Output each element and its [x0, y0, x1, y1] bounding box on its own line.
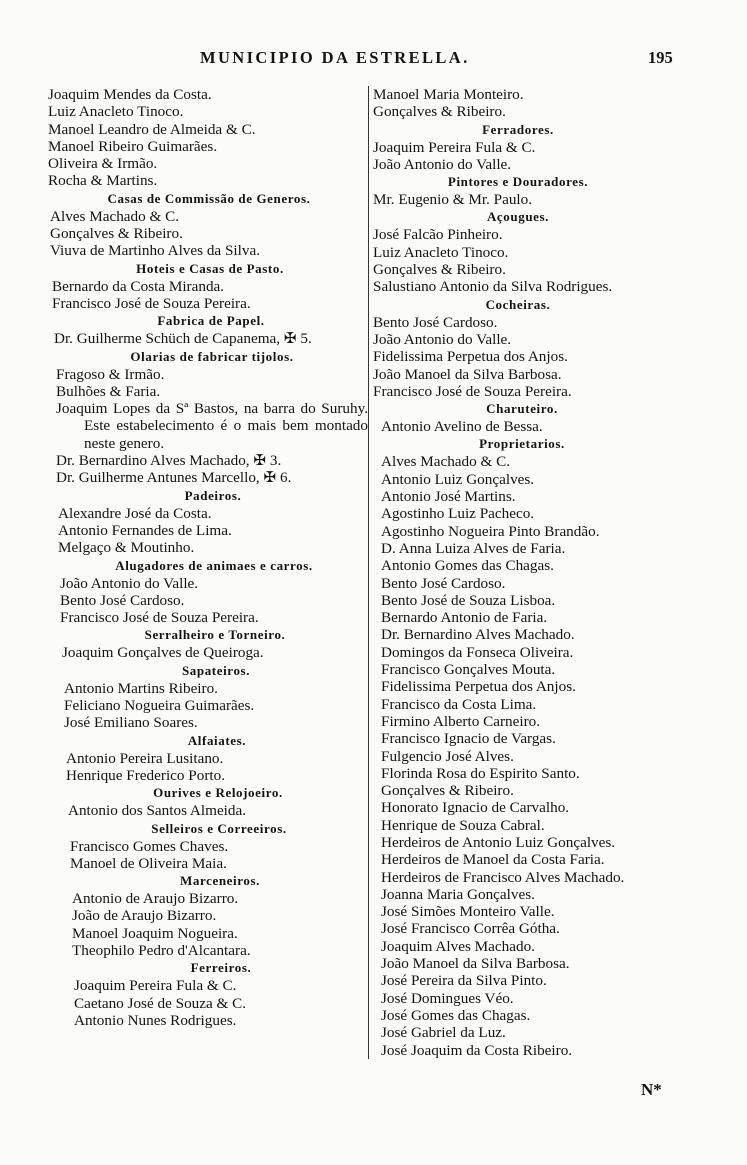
entry-line: Herdeiros de Antonio Luiz Gonçalves.	[381, 833, 616, 851]
section-heading: Padeiros.	[184, 487, 242, 503]
entry-line: Joaquim Pereira Fula & C.	[74, 977, 237, 995]
entry-line: Antonio Avelino de Bessa.	[381, 418, 543, 436]
entry-line: Antonio José Martins.	[381, 488, 516, 506]
entry-line: Joanna Maria Gonçalves.	[381, 885, 535, 903]
entry-line: Joaquim Lopes da Sª Bastos, na barra do Suruhy. Este estabelecimento é o mais bem montado neste genero.	[56, 400, 368, 452]
entry-line: Luiz Anacleto Tinoco.	[48, 103, 184, 121]
section-heading: Selleiros e Correeiros.	[151, 820, 287, 836]
section-heading: Cocheiras.	[485, 296, 551, 312]
entry-line: Fidelissima Perpetua dos Anjos.	[381, 678, 576, 696]
entry-line: Antonio Luiz Gonçalves.	[381, 470, 535, 488]
page-number: 195	[648, 48, 673, 67]
entry-line: Francisco Gomes Chaves.	[70, 837, 229, 855]
entry-line: Bernardo Antonio de Faria.	[381, 609, 548, 627]
entry-line: Bento José Cardoso.	[381, 574, 506, 592]
section-padeiros	[48, 487, 368, 557]
section-ferreiros	[48, 959, 368, 1029]
section-fabrica-de-papel	[48, 312, 368, 347]
entry-line: Firmino Alberto Carneiro.	[381, 712, 541, 730]
section-hoteis-e-casas-de-pasto	[48, 260, 368, 313]
running-title: MUNICIPIO DA ESTRELLA.	[200, 48, 470, 67]
entry-line: Bento José Cardoso.	[60, 591, 185, 609]
entry-line: Mr. Eugenio & Mr. Paulo.	[373, 191, 533, 209]
entry-line: Fidelissima Perpetua dos Anjos.	[373, 348, 568, 366]
entry-line: Manoel Joaquim Nogueira.	[72, 924, 238, 942]
entry-line: Francisco José de Souza Pereira.	[60, 609, 259, 627]
entry-line: Luiz Anacleto Tinoco.	[373, 243, 509, 261]
section-heading: Casas de Commissão de Generos.	[107, 190, 311, 206]
entry-line: Dr. Bernardino Alves Machado, ✠ 3.	[56, 452, 282, 470]
section-heading: Serralheiro e Torneiro.	[144, 627, 286, 643]
entry-line: João Antonio do Valle.	[373, 330, 512, 348]
entry-line: Francisco José de Souza Pereira.	[373, 382, 572, 400]
entry-line: Alexandre José da Costa.	[58, 504, 212, 522]
entry-line: Antonio Nunes Rodrigues.	[74, 1011, 237, 1029]
entry-line: José Gomes das Chagas.	[381, 1006, 531, 1024]
section-alfaiates	[48, 732, 368, 785]
section-heading: Charuteiro.	[486, 401, 558, 417]
entry-line: João Antonio do Valle.	[60, 574, 199, 592]
entry-line: Gonçalves & Ribeiro.	[373, 103, 506, 121]
entry-line: Antonio dos Santos Almeida.	[68, 802, 247, 820]
entry-line: Francisco Gonçalves Mouta.	[381, 661, 556, 679]
entry-line: Francisco da Costa Lima.	[381, 695, 537, 713]
entry-line: Francisco Ignacio de Vargas.	[381, 730, 556, 748]
entry-line: Dr. Guilherme Antunes Marcello, ✠ 6.	[56, 469, 292, 487]
entry-line: Bento José Cardoso.	[373, 313, 498, 331]
entry-line: Gonçalves & Ribeiro.	[381, 782, 514, 800]
entry-line: Agostinho Luiz Pacheco.	[381, 505, 535, 523]
section-marceneiros	[48, 872, 368, 959]
section-heading: Hoteis e Casas de Pasto.	[136, 260, 284, 276]
section-selleiros-e-correeiros	[48, 820, 368, 873]
section-heading: Ferradores.	[482, 121, 554, 137]
section-ferradores	[373, 121, 663, 174]
entry-line: José Domingues Véo.	[381, 989, 514, 1007]
entry-line: José Francisco Corrêa Gótha.	[381, 920, 560, 938]
entry-line: Manoel Maria Monteiro.	[373, 86, 524, 103]
entry-line: Bernardo da Costa Miranda.	[52, 277, 225, 295]
entry-line: Feliciano Nogueira Guimarães.	[64, 697, 255, 715]
entry-line: João Manoel da Silva Barbosa.	[381, 955, 570, 973]
entry-line: Domingos da Fonseca Oliveira.	[381, 643, 574, 661]
entry-line: Caetano José de Souza & C.	[74, 994, 247, 1012]
entry-line: Alves Machado & C.	[381, 453, 511, 471]
entry-line: Antonio Pereira Lusitano.	[66, 749, 224, 767]
running-header	[0, 48, 747, 70]
section-acougues	[373, 208, 663, 295]
entry-line: Viuva de Martinho Alves da Silva.	[50, 242, 260, 260]
entry-line: José Simões Monteiro Valle.	[381, 903, 555, 921]
entry-line: Agostinho Nogueira Pinto Brandão.	[381, 522, 600, 540]
section-heading: Marceneiros.	[179, 873, 260, 889]
entry-line: Francisco José de Souza Pereira.	[52, 294, 251, 312]
entry-line: João de Araujo Bizarro.	[72, 907, 217, 925]
section-alugadores-de-animaes-e-carros	[48, 557, 368, 627]
entry-line: Fragoso & Irmão.	[56, 365, 165, 383]
entry-line: Henrique Frederico Porto.	[66, 766, 226, 784]
entry-line: José Joaquim da Costa Ribeiro.	[381, 1041, 573, 1059]
right-column	[368, 86, 663, 1059]
section-heading: Sapateiros.	[181, 662, 251, 678]
section-charuteiro	[373, 400, 663, 435]
section-heading: Pintores e Douradores.	[447, 174, 589, 190]
entry-line: Herdeiros de Francisco Alves Machado.	[381, 868, 625, 886]
entry-line: João Manoel da Silva Barbosa.	[373, 365, 562, 383]
entry-line: Antonio Gomes das Chagas.	[381, 557, 554, 575]
section-ourives-e-relojoeiro	[48, 784, 368, 819]
section-proprietarios	[373, 435, 663, 1058]
entry-line: José Falcão Pinheiro.	[373, 226, 503, 244]
entry-line: Oliveira & Irmão.	[48, 155, 158, 173]
entry-line: Salustiano Antonio da Silva Rodrigues.	[373, 278, 613, 296]
left-column	[48, 86, 368, 1029]
entry-line: Dr. Guilherme Schüch de Capanema, ✠ 5.	[54, 330, 312, 348]
section-olarias-de-fabricar-tijolos	[48, 348, 368, 487]
entry-line: Gonçalves & Ribeiro.	[50, 225, 183, 243]
entry-line: Honorato Ignacio de Carvalho.	[381, 799, 570, 817]
signature-mark: N*	[641, 1080, 662, 1099]
entry-line: Theophilo Pedro d'Alcantara.	[72, 941, 251, 959]
entry-line: Alves Machado & C.	[50, 207, 180, 225]
entry-line: Rocha & Martins.	[48, 172, 158, 190]
entry-line: Joaquim Mendes da Costa.	[48, 86, 212, 103]
entry-line: D. Anna Luiza Alves de Faria.	[381, 539, 566, 557]
entry-line: Melgaço & Moutinho.	[58, 539, 195, 557]
section-heading: Alugadores de animaes e carros.	[115, 557, 313, 573]
section-serralheiro-e-torneiro	[48, 626, 368, 661]
entry-line: Joaquim Alves Machado.	[381, 937, 535, 955]
entry-line: Joaquim Pereira Fula & C.	[373, 138, 536, 156]
entry-line: Herdeiros de Manoel da Costa Faria.	[381, 851, 605, 869]
entry-line: Dr. Bernardino Alves Machado.	[381, 626, 575, 644]
entry-line: Florinda Rosa do Espirito Santo.	[381, 764, 580, 782]
section-heading: Ourives e Relojoeiro.	[153, 785, 283, 801]
entry-line: Antonio Martins Ribeiro.	[64, 679, 218, 697]
entry-line: Bulhões & Faria.	[56, 382, 161, 400]
entry-line: José Emiliano Soares.	[64, 714, 198, 732]
entry-line: Bento José de Souza Lisboa.	[381, 591, 556, 609]
entry-line: Joaquim Gonçalves de Queiroga.	[62, 644, 264, 662]
section-heading: Ferreiros.	[190, 960, 252, 976]
entry-line: Manoel de Oliveira Maia.	[70, 854, 227, 872]
section-heading: Alfaiates.	[187, 732, 247, 748]
section-cocheiras	[373, 296, 663, 400]
section-sapateiros	[48, 662, 368, 732]
entry-line: Gonçalves & Ribeiro.	[373, 261, 506, 279]
section-heading: Olarias de fabricar tijolos.	[130, 348, 294, 364]
entry-line: Fulgencio José Alves.	[381, 747, 514, 765]
entry-line: Antonio de Araujo Bizarro.	[72, 890, 239, 908]
section-heading: Fabrica de Papel.	[157, 313, 265, 329]
entry-line: Manoel Leandro de Almeida & C.	[48, 120, 256, 138]
section-heading: Açougues.	[486, 209, 550, 225]
entry-line: Henrique de Souza Cabral.	[381, 816, 545, 834]
entry-line: José Gabriel da Luz.	[381, 1024, 506, 1042]
entry-line: João Antonio do Valle.	[373, 155, 512, 173]
entry-line: Antonio Fernandes de Lima.	[58, 521, 232, 539]
section-pintores-e-douradores	[373, 173, 663, 208]
entry-line: José Pereira da Silva Pinto.	[381, 972, 547, 990]
entry-line: Manoel Ribeiro Guimarães.	[48, 137, 218, 155]
section-casas-de-commissao-de-generos	[48, 190, 368, 260]
section-heading: Proprietarios.	[479, 436, 565, 452]
